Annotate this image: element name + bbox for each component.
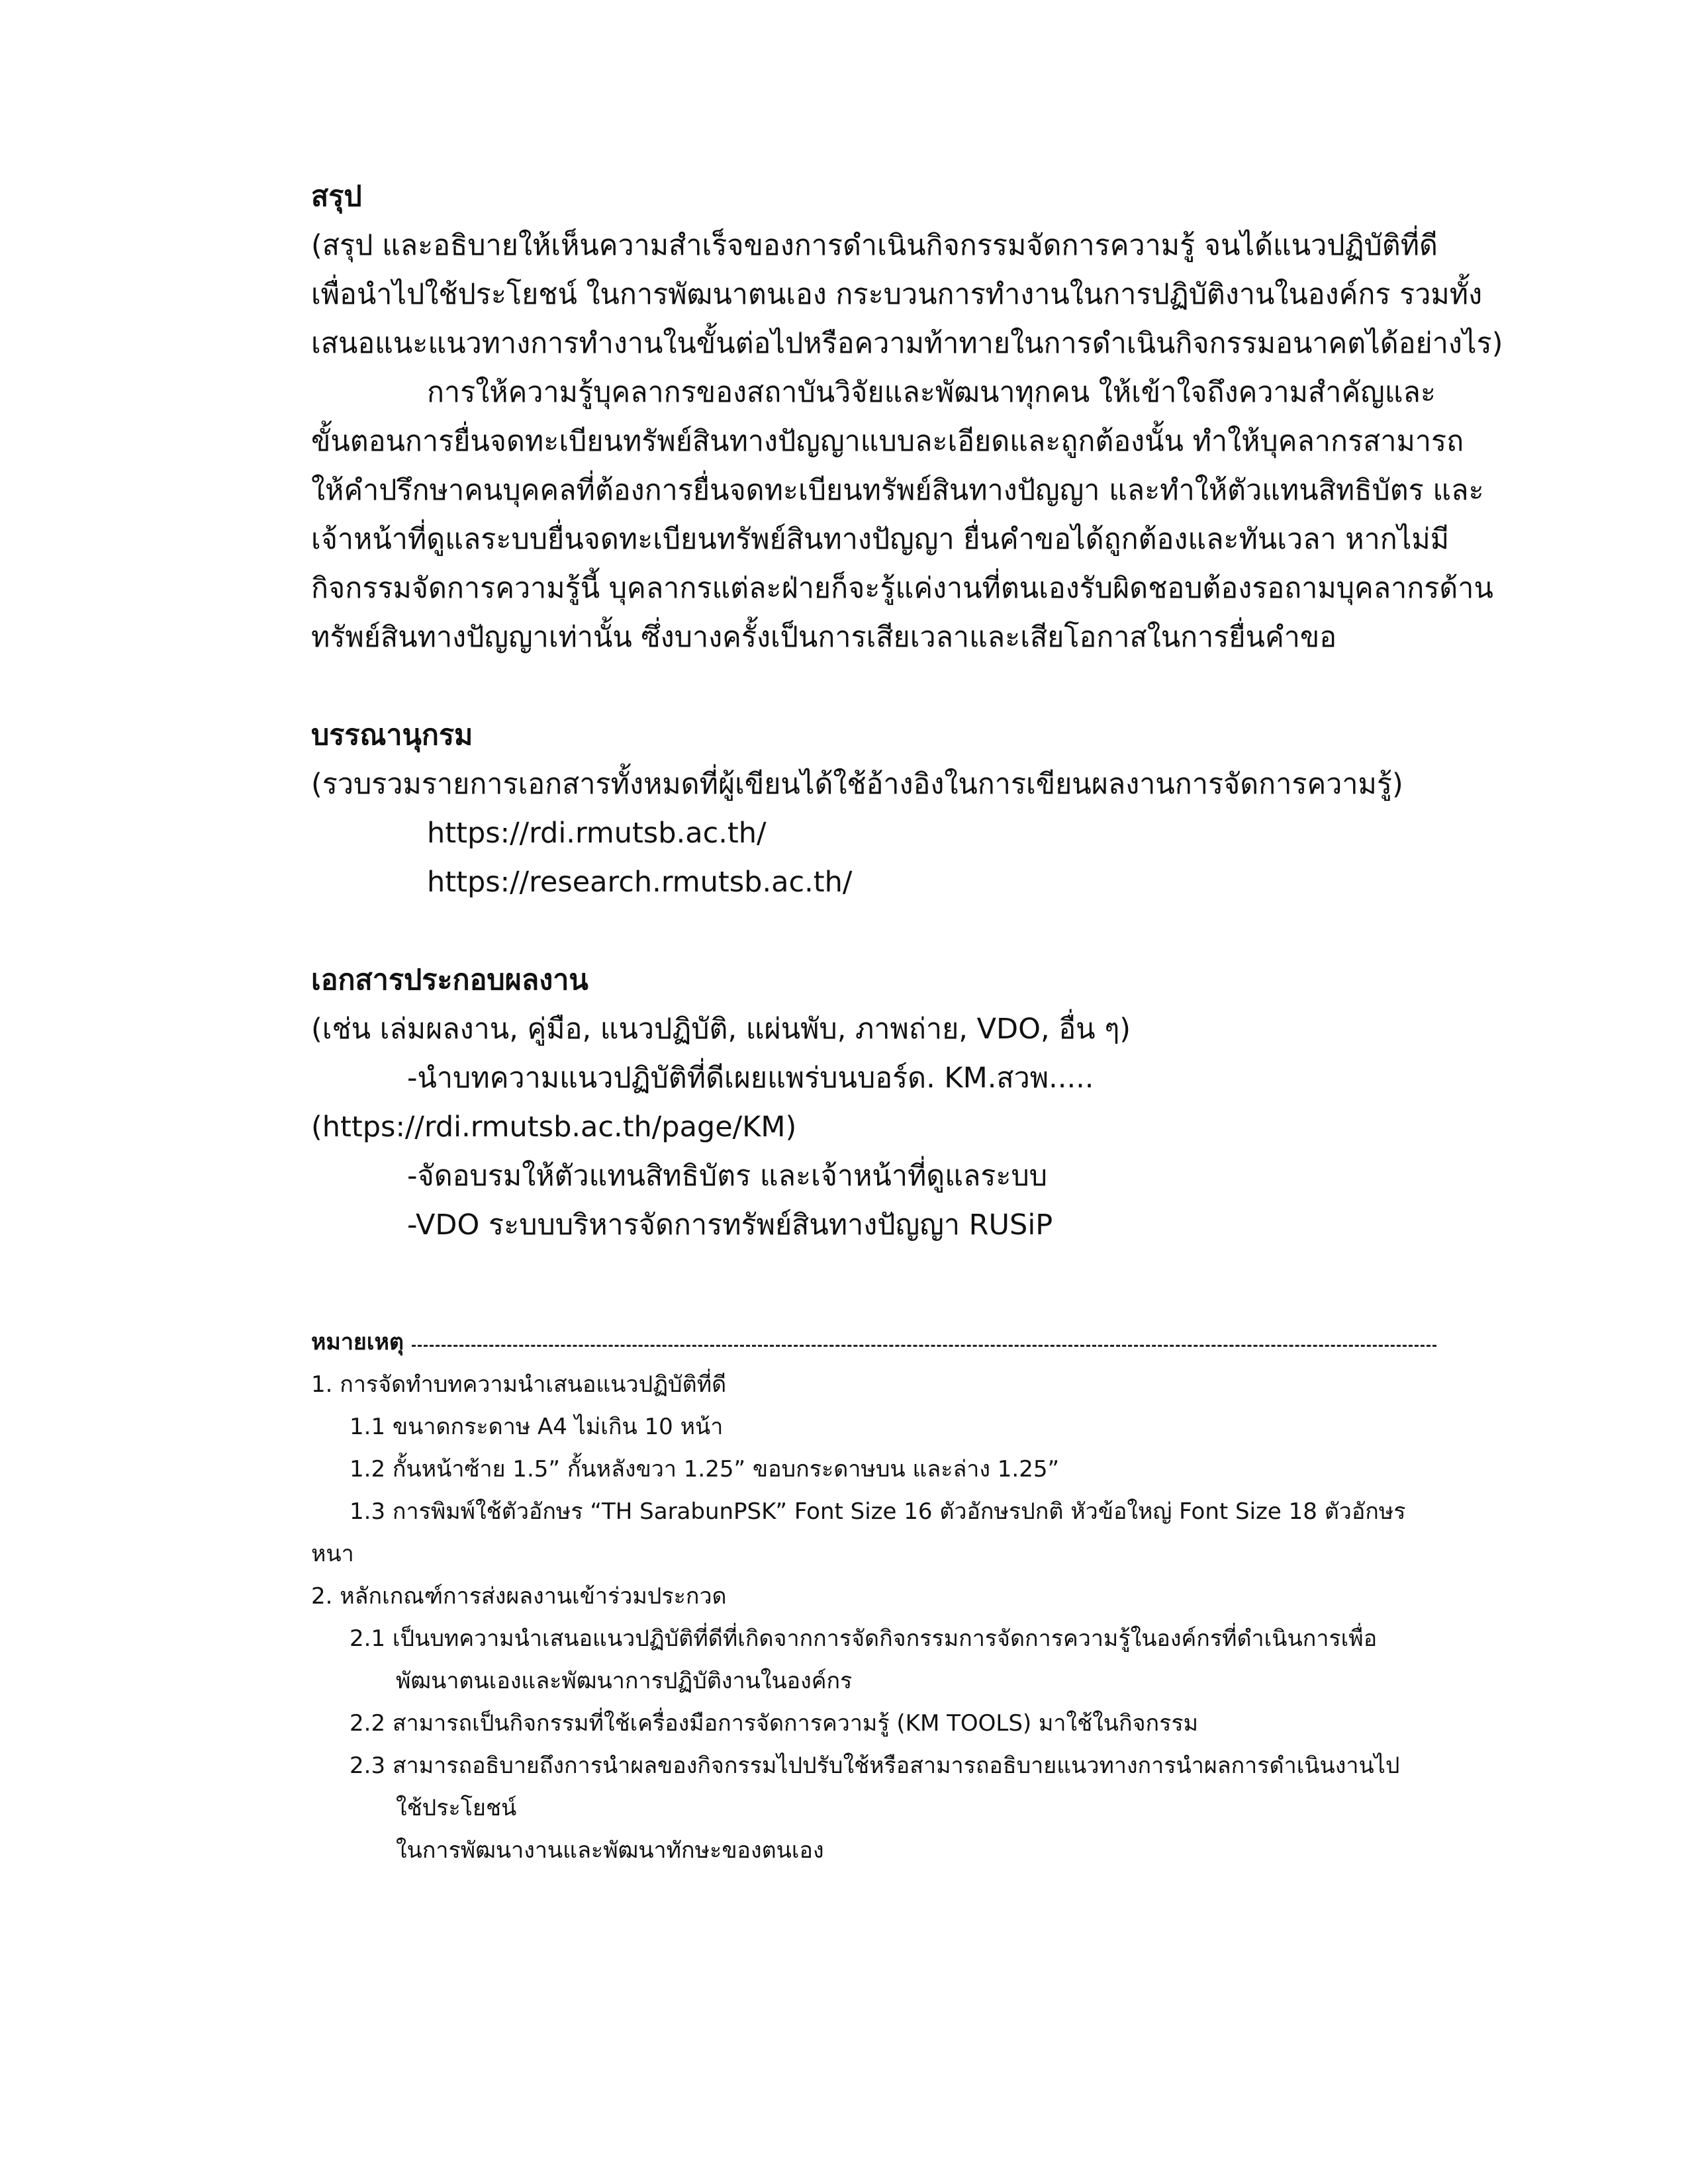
- bibliography-link-2[interactable]: https://research.rmutsb.ac.th/: [427, 866, 853, 899]
- summary-heading: สรุป: [311, 180, 362, 213]
- note-item-2-3-cont-2: ในการพัฒนางานและพัฒนาทักษะของตนเอง: [396, 1837, 824, 1864]
- note-item-2-2: 2.2 สามารถเป็นกิจกรรมที่ใช้เครื่องมือการจัดการความรู้ (KM TOOLS) มาใช้ในกิจกรรม: [350, 1710, 1199, 1737]
- note-item-2: 2. หลักเกณฑ์การส่งผลงานเข้าร่วมประกวด: [311, 1583, 727, 1610]
- bibliography-instruction: (รวบรวมรายการเอกสารทั้งหมดที่ผู้เขียนได้ใช้อ้างอิงในการเขียนผลงานการจัดการความรู้): [311, 768, 1403, 801]
- bibliography-heading: บรรณานุกรม: [311, 719, 473, 752]
- note-item-2-1-cont: พัฒนาตนเองและพัฒนาการปฏิบัติงานในองค์กร: [396, 1668, 853, 1694]
- attachment-item-board-url[interactable]: (https://rdi.rmutsb.ac.th/page/KM): [311, 1111, 797, 1144]
- note-item-2-3: 2.3 สามารถอธิบายถึงการนำผลของกิจกรรมไปปรับใช้หรือสามารถอธิบายแนวทางการนำผลการดำเนินงานไป: [350, 1752, 1400, 1779]
- spacer: [311, 662, 1436, 711]
- attachments-heading: เอกสารประกอบผลงาน: [311, 964, 588, 997]
- attachments-instruction: (เช่น เล่มผลงาน, คู่มือ, แนวปฏิบัติ, แผ่นพับ, ภาพถ่าย, VDO, อื่น ๆ): [311, 1013, 1131, 1046]
- attachment-item-training: -จัดอบรมให้ตัวแทนสิทธิบัตร และเจ้าหน้าที่ดูแลระบบ: [407, 1160, 1048, 1193]
- summary-instruction-line-3: เสนอแนะแนวทางการทำงานในขั้นต่อไปหรือความท้าทายในการดำเนินกิจกรรมอนาคตได้อย่างไร): [311, 327, 1503, 360]
- document-body: [311, 172, 1503, 1250]
- summary-body-line-3: ให้คำปรึกษาคนบุคคลที่ต้องการยื่นจดทะเบียนทรัพย์สินทางปัญญา และทำให้ตัวแทนสิทธิบัตร และ: [311, 474, 1484, 507]
- attachment-item-vdo: -VDO ระบบบริหารจัดการทรัพย์สินทางปัญญา RUSiP: [407, 1208, 1053, 1242]
- summary-instruction-line-2: เพื่อนำไปใช้ประโยชน์ ในการพัฒนาตนเอง กระบวนการทำงานในการปฏิบัติงานในองค์กร รวมทั้ง: [311, 278, 1483, 311]
- spacer: [311, 907, 1436, 956]
- summary-body-line-1: การให้ความรู้บุคลากรของสถาบันวิจัยและพัฒนาทุกคน ให้เข้าใจถึงความสำคัญและ: [427, 376, 1436, 409]
- attachment-item-board: -นำบทความแนวปฏิบัติที่ดีเผยแพร่บนบอร์ด. KM.สวพ.....: [407, 1062, 1094, 1095]
- note-item-2-3-cont: ใช้ประโยชน์: [396, 1795, 517, 1821]
- note-item-1: 1. การจัดทำบทความนำเสนอแนวปฏิบัติที่ดี: [311, 1371, 727, 1398]
- summary-body-line-4: เจ้าหน้าที่ดูแลระบบยื่นจดทะเบียนทรัพย์สินทางปัญญา ยื่นคำขอได้ถูกต้องและทันเวลา หากไม่มี: [311, 523, 1450, 556]
- note-item-2-1: 2.1 เป็นบทความนำเสนอแนวปฏิบัติที่ดีที่เกิดจากการจัดกิจกรรมการจัดการความรู้ในองค์กรที่ดำเนินการเพื่อ: [350, 1625, 1378, 1652]
- summary-body-line-5: กิจกรรมจัดการความรู้นี้ บุคลากรแต่ละฝ่ายก็จะรู้แค่งานที่ตนเองรับผิดชอบต้องรอถามบุคลากรด้าน: [311, 572, 1493, 605]
- note-item-1-2: 1.2 กั้นหน้าซ้าย 1.5” กั้นหลังขวา 1.25” ขอบกระดาษบน และล่าง 1.25”: [350, 1456, 1060, 1482]
- dashed-divider: [412, 1345, 1436, 1347]
- notes-header: [311, 1321, 1436, 1363]
- notes-section: [311, 1321, 1436, 1872]
- note-item-1-1: 1.1 ขนาดกระดาษ A4 ไม่เกิน 10 หน้า: [350, 1414, 724, 1440]
- note-item-1-3: 1.3 การพิมพ์ใช้ตัวอักษร “TH SarabunPSK” Font Size 16 ตัวอักษรปกติ หัวข้อใหญ่ Font Size 18 ตัวอักษร: [350, 1498, 1406, 1525]
- summary-body-line-2: ขั้นตอนการยื่นจดทะเบียนทรัพย์สินทางปัญญาแบบละเอียดและถูกต้องนั้น ทำให้บุคลากรสามารถ: [311, 425, 1464, 458]
- notes-label: หมายเหตุ: [311, 1329, 404, 1355]
- summary-instruction-line-1: (สรุป และอธิบายให้เห็นความสำเร็จของการดำเนินกิจกรรมจัดการความรู้ จนได้แนวปฏิบัติที่ดี: [311, 229, 1438, 262]
- note-item-1-3-cont: หนา: [311, 1541, 354, 1567]
- summary-body-line-6: ทรัพย์สินทางปัญญาเท่านั้น ซึ่งบางครั้งเป็นการเสียเวลาและเสียโอกาสในการยื่นคำขอ: [311, 621, 1337, 654]
- bibliography-link-1[interactable]: https://rdi.rmutsb.ac.th/: [427, 817, 767, 850]
